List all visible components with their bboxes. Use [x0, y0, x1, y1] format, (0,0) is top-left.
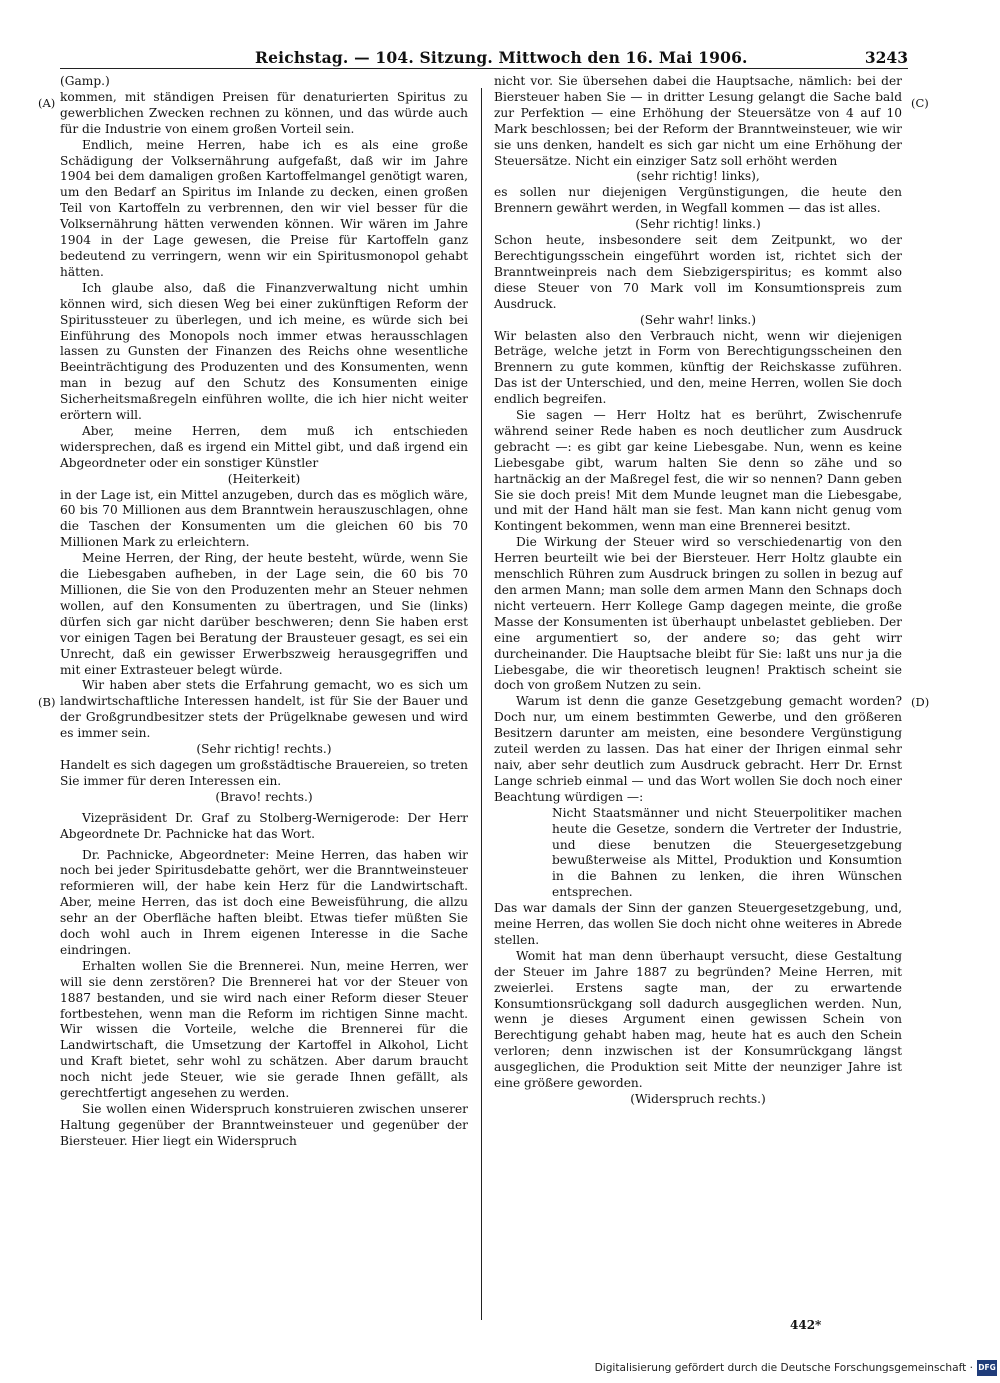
left-column-paragraph: Aber, meine Herren, dem muß ich entschieden widersprechen, daß es irgend ein Mittel gibt, und daß irgend ein Abgeordneter oder ein sonstiger Künstler [60, 423, 468, 470]
footer-credit: Digitalisierung gefördert durch die Deutsche Forschungsgemeinschaft · [594, 1362, 973, 1374]
right-column-paragraph: Das war damals der Sinn der ganzen Steuergesetzgebung, und, meine Herren, das wollen Sie doch nicht ohne weiteres in Abrede stellen. [494, 901, 902, 947]
right-column-paragraph: Warum ist denn die ganze Gesetzgebung gemacht worden? Doch nur, um einem bestimmten Gewerbe, und den größeren Besitzern darunter am meisten, eine besondere Vergünstigung zuteil werden zu lassen. Das hat einer der Ihrigen einmal sehr naiv, aber sehr deutlich zum Ausdruck gebracht. Herr Dr. Ernst Lange schrieb einmal — und das Wort wollen Sie doch noch einer Beachtung würdigen —: [494, 694, 902, 804]
left-column-paragraph: (Sehr richtig! rechts.) [196, 742, 332, 757]
signature-mark: 442* [790, 1318, 822, 1332]
margin-label-a: (A) [38, 96, 56, 110]
left-column [60, 74, 468, 1150]
left-column-paragraph: Meine Herren, der Ring, der heute besteht, würde, wenn Sie die Liebesgaben aufheben, in der Lage sein, die 60 bis 70 Millionen, die Sie von den Produzenten mehr an Steuer nehmen wollen, auf den Konsumenten zu übertragen, und Sie (links) dürfen sich gar nicht darüber beschweren; denn Sie haben erst vor einigen Tagen bei Beratung der Brausteuer gesagt, es sei ein Unrecht, daß ein gewisser Erwerbszweig herausgegriffen und mit einer Extrasteuer belegt würde. [60, 551, 468, 677]
left-column-paragraph: (Bravo! rechts.) [215, 789, 313, 804]
right-column-paragraph: Nicht Staatsmänner und nicht Steuerpolitiker machen heute die Gesetze, sondern die Vertreter der Industrie, und diese benutzen die Steuergesetzgebung bewußterweise als Mittel, Produktion und Konsumtion in die Bahnen zu lenken, die ihren Wünschen entsprechen. [552, 805, 902, 900]
margin-label-d: (D) [911, 695, 930, 709]
page-header [60, 42, 908, 68]
margin-label-b: (B) [38, 695, 56, 709]
column-divider [481, 88, 482, 1320]
right-column [494, 74, 902, 1108]
left-column-paragraph: kommen, mit ständigen Preisen für denaturierten Spiritus zu gewerblichen Zwecken rechnen zu können, und das würde auch für die Industrie von einem großen Vorteil sein. [60, 89, 468, 136]
right-column-paragraph: Womit hat man denn überhaupt versucht, diese Gestaltung der Steuer im Jahre 1887 zu begründen? Meine Herren, mit zweierlei. Erstens sagte man, der zu erwartende Konsumtionsrückgang soll dadurch ausgeglichen werden. Nun, wenn je dieses Argument einen gewissen Schein von Berechtigung gehabt haben mag, heute hat es auch den Schein verloren; denn inzwischen ist der Konsumrückgang längst ausgeglichen, die Produktion seit Mitte der neunziger Jahre ist eine größere geworden. [494, 948, 902, 1091]
left-column-paragraph: Erhalten wollen Sie die Brennerei. Nun, meine Herren, wer will sie denn zerstören? Die Brennerei hat vor der Steuer von 1887 bestanden, und sie wird nach einer Reform dieser Steuer fortbestehen, wenn man die Reform im richtigen Sinne macht. Wir wissen die Vorteile, welche die Brennerei für die Landwirtschaft, die Umsetzung der Kartoffel in Alkohol, Licht und Kraft bietet, sehr wohl zu schätzen. Aber darum braucht noch nicht jede Steuer, wie sie gerade Ihnen gefällt, als gerechtfertigt angesehen zu werden. [60, 958, 468, 1101]
left-column-paragraph: Sie wollen einen Widerspruch konstruieren zwischen unserer Haltung gegenüber der Branntweinsteuer und gegenüber der Biersteuer. Hier liegt ein Widerspruch [60, 1102, 468, 1148]
right-column-paragraph: (Sehr richtig! links.) [635, 217, 761, 232]
left-column-paragraph: Ich glaube also, daß die Finanzverwaltung nicht umhin können wird, sich diesen Weg bei einer zukünftigen Reform der Spiritussteuer zu überlegen, und ich meine, es würde sich bei Einführung des Monopols noch immer etwas herausschlagen lassen zu Gunsten der Finanzen des Reichs ohne wesentliche Beeinträchtigung des Produzenten und des Konsumenten, wenn man in bezug auf den Schutz des Konsumenten einige Sicherheitsmaßregeln einführen wollte, die ich hier nicht weiter erörtern will. [60, 280, 468, 423]
digitization-footer [594, 1359, 997, 1379]
left-column-paragraph: (Heiterkeit) [227, 471, 301, 486]
left-column-paragraph: in der Lage ist, ein Mittel anzugeben, durch das es möglich wäre, 60 bis 70 Millionen aus dem Branntwein herauszuschlagen, ohne die Taschen der Konsumenten um die gleichen 60 bis 70 Millionen Mark zu erleichtern. [60, 487, 468, 550]
right-column-paragraph: es sollen nur diejenigen Vergünstigungen, die heute den Brennern gewährt werden, in Wegfall kommen — das ist alles. [494, 185, 902, 216]
dfg-logo-icon: DFG [977, 1360, 997, 1376]
left-column-paragraph: Dr. Pachnicke, Abgeordneter: Meine Herren, das haben wir noch bei jeder Spiritusdebatte gehört, wer die Branntweinsteuer reformieren will, der habe kein Herz für die Landwirtschaft. Aber, meine Herren, das ist doch eine Beweisführung, die allzu sehr an der Oberfläche haften bleibt. Etwas tiefer müßten Sie doch wohl auch in Ihrem eigenen Interesse in die Sache eindringen. [60, 847, 468, 957]
right-column-paragraph: (Sehr wahr! links.) [640, 312, 756, 327]
margin-label-c: (C) [911, 96, 929, 110]
page-number: 3243 [864, 48, 908, 67]
left-column-paragraph: Endlich, meine Herren, habe ich es als eine große Schädigung der Volksernährung aufgefaßt, daß wir im Jahre 1904 bei dem damaligen großen Kartoffelmangel genötigt waren, um den Bedarf an Spiritus im Inlande zu decken, einen großen Teil von Kartoffeln zu verbrennen, den wir viel besser für die Volksernährung hätten verwenden können. Wir wären im Jahre 1904 in der Lage gewesen, die Preise für Kartoffeln ganz bedeutend zu verringern, wenn wir ein Spiritusmonopol gehabt hätten. [60, 137, 468, 279]
left-column-paragraph: Vizepräsident Dr. Graf zu Stolberg-Wernigerode: Der Herr Abgeordnete Dr. Pachnicke hat das Wort. [60, 810, 468, 841]
left-column-paragraph: Handelt es sich dagegen um großstädtische Brauereien, so treten Sie immer für deren Interessen ein. [60, 757, 468, 788]
running-head: Reichstag. — 104. Sitzung. Mittwoch den 16. Mai 1906. [255, 48, 748, 67]
right-column-paragraph: Schon heute, insbesondere seit dem Zeitpunkt, wo der Berechtigungsschein eingeführt worden ist, richtet sich der Branntweinpreis nach dem Siebzigerspiritus; es kommt also diese Steuer von 70 Mark voll im Konsumtionspreis zum Ausdruck. [494, 233, 902, 311]
right-column-paragraph: (sehr richtig! links), [636, 169, 760, 184]
right-column-paragraph: (Widerspruch rechts.) [630, 1092, 766, 1106]
right-column-paragraph: Die Wirkung der Steuer wird so verschiedenartig von den Herren beurteilt wie bei der Biersteuer. Herr Holtz glaubte ein menschlich Rühren zum Ausdruck bringen zu sollen in bezug auf den armen Mann; man solle dem armen Mann den Schnaps doch nicht verteuern. Herr Kollege Gamp dagegen meinte, die große Masse der Konsumenten ist überhaupt unbelastet geblieben. Der eine argumentiert so, der andere so; das geht wirr durcheinander. Die Hauptsache bleibt für Sie: laßt uns nur ja die Liebesgabe, die wir theoretisch leugnen! Praktisch scheint sie doch von großem Nutzen zu sein. [494, 535, 902, 693]
right-column-paragraph: Sie sagen — Herr Holtz hat es berührt, Zwischenrufe während seiner Rede haben es noch deutlicher zum Ausdruck gebracht —: es gibt gar keine Liebesgabe. Nun, wenn es keine Liebesgabe gibt, warum halten Sie denn so zähe und so hartnäckig an der Maßregel fest, die wir so nennen? Dann geben Sie sie doch preis! Mit dem Munde leugnet man die Liebesgabe, und mit der Hand hält man sie fest. Man kann nicht genug vom Kontingent bekommen, wenn man eine Brennerei besitzt. [494, 408, 902, 534]
left-column-paragraph: (Gamp.) [60, 74, 110, 88]
header-rule [60, 68, 908, 69]
left-column-paragraph: Wir haben aber stets die Erfahrung gemacht, wo es sich um landwirtschaftliche Interessen handelt, ist für Sie der Bauer und der Großgrundbesitzer stets der Prügelknabe gewesen und wird es immer sein. [60, 678, 468, 741]
right-column-paragraph: Wir belasten also den Verbrauch nicht, wenn wir diejenigen Beträge, welche jetzt in Form von Berechtigungsscheinen den Brennern zu gute kommen, künftig der Reichskasse zuführen. Das ist der Unterschied, und den, meine Herren, wollen Sie doch endlich begreifen. [494, 328, 902, 407]
right-column-paragraph: nicht vor. Sie übersehen dabei die Hauptsache, nämlich: bei der Biersteuer haben Sie — in dritter Lesung gelangt die Sache bald zur Perfektion — eine Erhöhung der Steuersätze von 4 auf 10 Mark beschlossen; bei der Reform der Branntweinsteuer, wie wir sie uns denken, handelt es sich gar nicht um eine Erhöhung der Steuersätze. Nicht ein einziger Satz soll erhöht werden [494, 74, 902, 168]
